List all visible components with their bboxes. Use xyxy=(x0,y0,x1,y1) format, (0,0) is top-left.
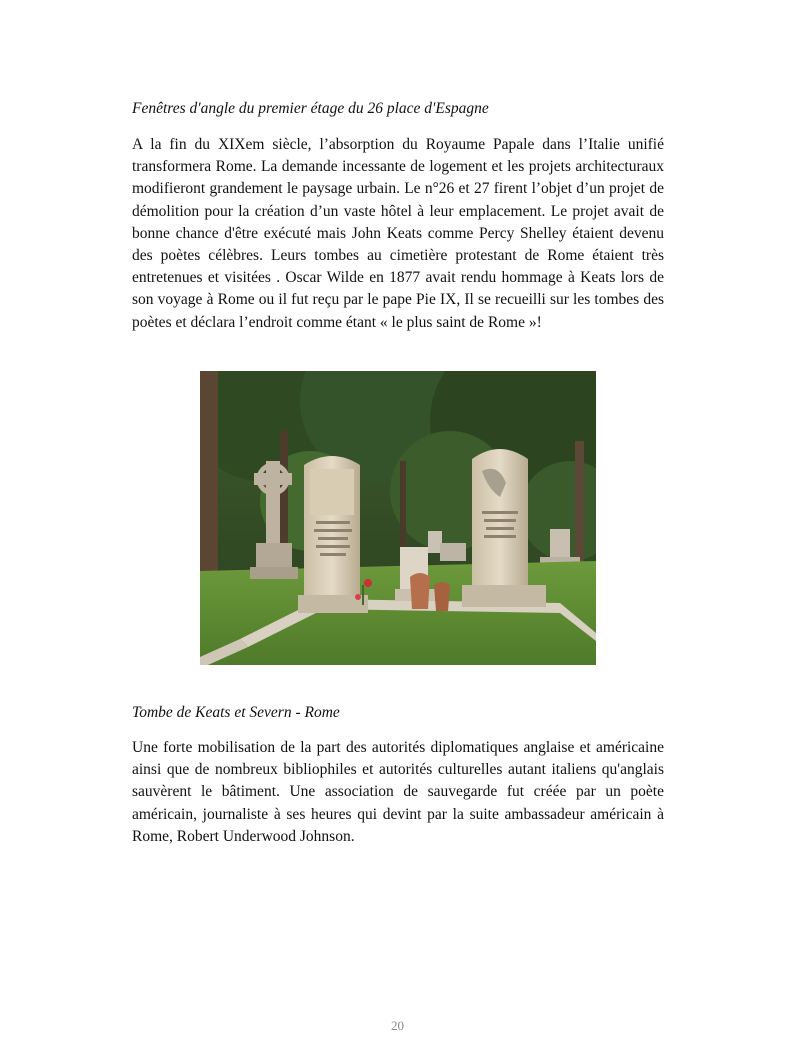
photo-caption: Tombe de Keats et Severn - Rome xyxy=(132,704,340,721)
paragraph-history: A la fin du XIXem siècle, l’absorption du Royaume Papale dans l’Italie unifié transformera Rome. La demande incessante de logement et les projets architecturaux modifieront grandement le paysage urbain. Le n°26 et 27 firent l’objet d’un projet de démolition pour la création d’un vaste hôtel à leur emplacement. Le projet avait de bonne chance d'être exécuté mais John Keats comme Percy Shelley étaient devenu des poètes célèbres. Leurs tombes au cimetière protestant de Rome étaient très entretenues et visitées . Oscar Wilde en 1877 avait rendu hommage à Keats lors de son voyage à Rome ou il fut reçu par le pape Pie IX, Il se recueilli sur les tombes des poètes et déclara l’endroit comme étant « le plus saint de Rome »! xyxy=(132,136,664,331)
window-caption: Fenêtres d'angle du premier étage du 26 place d'Espagne xyxy=(132,100,489,117)
page-number: 20 xyxy=(391,1018,404,1033)
tomb-photo xyxy=(200,371,596,665)
paragraph-preservation: Une forte mobilisation de la part des autorités diplomatiques anglaise et américaine ainsi que de nombreux bibliophiles et autorités culturelles autant italiens qu'anglais sauvèrent le bâtiment. Une association de sauvegarde fut créée par un poète américain, journaliste à ses heures qui devint par la suite ambassadeur américain à Rome, Robert Underwood Johnson. xyxy=(132,739,664,845)
